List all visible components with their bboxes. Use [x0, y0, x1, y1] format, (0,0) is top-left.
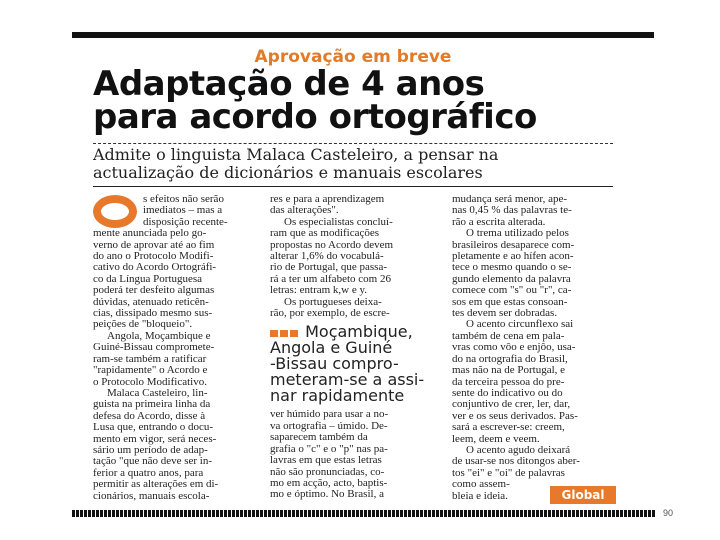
text-line: não são pronunciadas, co-	[270, 465, 385, 478]
text-line: va ortografia – úmido. De-	[270, 419, 388, 432]
drop-cap-o	[93, 195, 137, 228]
text-line: alterar 1,6% do vocabulá-	[270, 250, 384, 263]
text-line: do ano o Protocolo Modifi-	[93, 250, 214, 263]
text-line: s efeitos não serão	[143, 193, 224, 205]
text-line: peições de "bloqueio".	[93, 318, 193, 331]
pull-quote	[270, 324, 440, 404]
text-line: grafia o "c" e o "p" nas pa-	[270, 442, 388, 455]
text-line: sos em que estas consoan-	[452, 295, 568, 308]
text-line: brasileiros desaparece com-	[452, 238, 575, 251]
text-line: disposição recente-	[143, 215, 228, 228]
text-line: cionários, manuais escola-	[93, 489, 210, 502]
text-line: guista na primeira linha da	[93, 398, 211, 411]
text-line: ver e os seus derivados. Pas-	[452, 409, 578, 422]
text-line: Lusa que, entrando o docu-	[93, 421, 214, 434]
text-line: sente do indicativo ou do	[452, 386, 563, 399]
divider	[93, 186, 613, 187]
text-line: Guiné-Bissau comprometе-	[93, 341, 215, 354]
bullet-square	[290, 330, 298, 337]
text-line: O acento agudo deixará	[466, 443, 571, 456]
headline-line: para acordo ortográfico	[93, 97, 537, 137]
text-line: mente anunciada pelo go-	[93, 227, 207, 240]
text-line: tos "ei" e "oi" de palavras	[452, 466, 565, 479]
text-line: Angola e Guiné	[270, 338, 393, 358]
text-line: mento em vigor, será neces-	[93, 432, 217, 445]
text-line: co da Língua Portuguesa	[93, 272, 203, 285]
text-line: res e para a aprendizagem	[270, 193, 385, 205]
text-line: verno de aprovar até ao fim	[93, 238, 215, 251]
text-line: mo em acção, acto, baptis-	[270, 476, 388, 489]
text-line: tece o mesmo quando o se-	[452, 261, 572, 274]
text-line: poderá ter desfeito algumas	[93, 284, 215, 297]
text-line: rão, por exemplo, de escre-	[270, 307, 390, 320]
page-number: 90	[663, 508, 674, 518]
text-line: rão a escrita alterada.	[452, 215, 546, 228]
text-line: imediatos – mas a	[143, 204, 223, 217]
text-line: lavras em que estas letras	[270, 454, 382, 467]
text-line: também de cena em pala-	[452, 329, 565, 342]
text-line: da terceira pessoa do pre-	[452, 375, 565, 388]
text-line: cias, dissipado mesmo sus-	[93, 307, 213, 320]
bottom-rule	[72, 510, 656, 517]
text-line: conjuntivo de crer, ler, dar,	[452, 398, 571, 411]
dotted-divider	[93, 143, 613, 144]
text-line: ram-se também a ratificar	[93, 352, 207, 365]
text-line: -Bissau compro-	[270, 354, 399, 374]
text-line: ram que as modificações	[270, 227, 380, 240]
column-1	[93, 194, 259, 502]
text-line: Moçambique,	[305, 322, 413, 342]
text-line: sará a escrever-se: creem,	[452, 421, 565, 434]
text-line: cativo do Acordo Ortográfi-	[93, 261, 217, 274]
text-line: permitir as alterações em di-	[93, 478, 219, 491]
bullet-square	[270, 330, 278, 337]
text-line: das alterações".	[270, 204, 339, 217]
text-line: o Protocolo Modificativo.	[93, 375, 207, 388]
text-line: sário um período de adap-	[93, 443, 208, 456]
text-line: tes devem ser dobradas.	[452, 307, 558, 320]
text-line: dúvidas, atenuado reticên-	[93, 295, 209, 308]
text-line: Angola, Moçambique e	[107, 329, 211, 342]
column-3	[452, 194, 620, 502]
kicker: Aprovação em breve	[254, 47, 452, 67]
text-line: nar rapidamente	[270, 386, 405, 406]
text-line: comece com "s" ou "r", ca-	[452, 284, 572, 297]
text-line: propostas no Acordo devem	[270, 238, 394, 251]
subtitle	[93, 146, 613, 182]
text-line: "rapidamente" o Acordo e	[93, 364, 208, 377]
text-line: como assem-	[452, 478, 510, 491]
top-rule	[72, 32, 654, 38]
text-line: rá a ter um alfabeto com 26	[270, 272, 391, 285]
text-line: tação "que não deve ser in-	[93, 455, 213, 468]
headline-line: Adaptação de 4 anos	[93, 64, 485, 104]
bullet-square	[280, 330, 288, 337]
text-line: O acento circunflexo sai	[466, 318, 574, 331]
text-line: bleia e ideia.	[452, 489, 508, 502]
text-line: Os portugueses deixa-	[284, 295, 382, 308]
headline	[93, 64, 633, 137]
text-line: mas não na de Portugal, e	[452, 364, 566, 377]
text-line: do na ortografia do Brasil,	[452, 352, 568, 365]
text-line: nas 0,45 % das palavras te-	[452, 204, 572, 217]
text-line: mudança será menor, ape-	[452, 193, 568, 205]
text-line: rio de Portugal, que passa-	[270, 261, 387, 274]
global-logo: Global	[550, 486, 616, 504]
text-line: pletamente e ao hífen acon-	[452, 250, 574, 263]
text-line: vras como vôo e enjôo, usa-	[452, 341, 576, 354]
subtitle-line: actualização de dicionários e manuais escolares	[93, 163, 483, 182]
text-line: saparecem também da	[270, 431, 368, 444]
text-line: gundo elemento da palavra	[452, 272, 571, 285]
column-2	[270, 194, 440, 501]
text-line: ver húmido para usar a no-	[270, 408, 389, 421]
text-line: de usar-se nos ditongos aber-	[452, 455, 580, 468]
text-line: mo e óptimo. No Brasil, a	[270, 488, 384, 501]
text-line: meteram-se a assi-	[270, 370, 425, 390]
text-line: Malaca Casteleiro, lin-	[107, 386, 208, 399]
text-line: letras: entram k,w e y.	[270, 284, 368, 297]
text-line: Os especialistas concluí-	[284, 215, 393, 228]
text-line: defesa do Acordo, disse à	[93, 409, 206, 422]
text-line: O trema utilizado pelos	[466, 227, 569, 240]
subtitle-line: Admite o linguista Malaca Casteleiro, a pensar na	[93, 145, 499, 164]
text-line: ferior a quatro anos, para	[93, 466, 204, 479]
text-line: leem, deem e veem.	[452, 432, 540, 445]
